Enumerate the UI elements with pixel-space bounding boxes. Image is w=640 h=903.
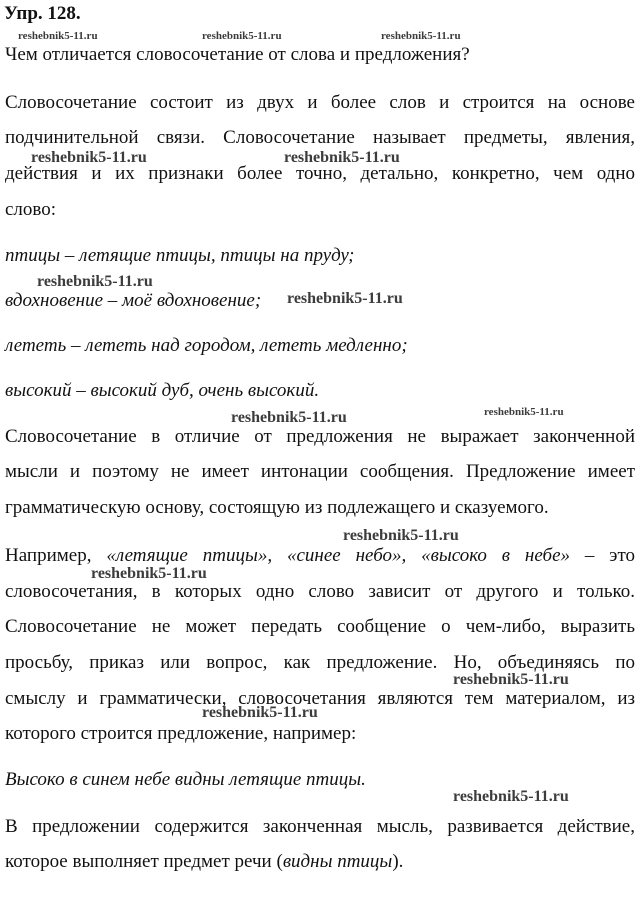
exercise-title: Упр. 128.	[4, 3, 81, 24]
watermark: reshebnik5-11.ru	[202, 704, 318, 721]
text-span: ).	[392, 851, 404, 872]
question: Чем отличается словосочетание от слова и предложения?	[5, 44, 470, 65]
watermark: reshebnik5-11.ru	[453, 788, 569, 805]
paragraph-line: словосочетания, в которых одно слово зависит от другого и только.	[5, 581, 635, 602]
paragraph-line: подчинительной связи. Словосочетание называет предметы, явления,	[5, 127, 635, 148]
example-line: вдохновение – моё вдохновение;	[5, 290, 262, 311]
paragraph-line: смыслу и грамматически, словосочетания являются тем материалом, из	[5, 688, 635, 709]
example-line: лететь – лететь над городом, лететь медленно;	[5, 335, 408, 356]
watermark: reshebnik5-11.ru	[484, 406, 564, 418]
paragraph-line: В предложении содержится законченная мысль, развивается действие,	[5, 816, 635, 837]
paragraph-line	[5, 544, 635, 568]
paragraph-line: мысли и поэтому не имеет интонации сообщения. Предложение имеет	[5, 461, 635, 482]
paragraph-line: Словосочетание не может передать сообщение о чем-либо, выразить	[5, 616, 635, 637]
watermark: reshebnik5-11.ru	[31, 149, 147, 166]
watermark: reshebnik5-11.ru	[453, 671, 569, 688]
watermark: reshebnik5-11.ru	[91, 565, 207, 582]
paragraph-line: грамматическую основу, состоящую из подлежащего и сказуемого.	[5, 497, 549, 518]
paragraph-line: слово:	[5, 199, 57, 220]
quoted-phrase: «синее небо»,	[286, 545, 422, 566]
watermark: reshebnik5-11.ru	[287, 290, 403, 307]
watermark: reshebnik5-11.ru	[18, 30, 98, 42]
watermark: reshebnik5-11.ru	[343, 527, 459, 544]
text-span: – это	[570, 545, 636, 566]
watermark: reshebnik5-11.ru	[202, 30, 282, 42]
example-line: высокий – высокий дуб, очень высокий.	[5, 380, 320, 401]
quoted-phrase: «летящие птицы»,	[106, 545, 287, 566]
example-sentence: Высоко в синем небе видны летящие птицы.	[5, 769, 366, 790]
watermark: reshebnik5-11.ru	[284, 149, 400, 166]
paragraph-line: просьбу, приказ или вопрос, как предложение. Но, объединяясь по	[5, 652, 635, 673]
watermark: reshebnik5-11.ru	[231, 409, 347, 426]
paragraph-line: которого строится предложение, например:	[5, 723, 357, 744]
paragraph-line: действия и их признаки более точно, детально, конкретно, чем одно	[5, 163, 635, 184]
paragraph-line: Словосочетание состоит из двух и более слов и строится на основе	[5, 92, 635, 113]
watermark: reshebnik5-11.ru	[381, 30, 461, 42]
quoted-phrase: «высоко в небе»	[421, 545, 571, 566]
example-line: птицы – летящие птицы, птицы на пруду;	[5, 245, 355, 266]
paragraph-line: Словосочетание в отличие от предложения не выражает законченной	[5, 426, 635, 447]
italic-phrase: видны птицы	[282, 851, 393, 872]
watermark: reshebnik5-11.ru	[37, 273, 153, 290]
text-span: Например,	[5, 545, 107, 566]
text-span: которое выполняет предмет речи (	[5, 851, 283, 872]
paragraph-line	[5, 850, 403, 874]
